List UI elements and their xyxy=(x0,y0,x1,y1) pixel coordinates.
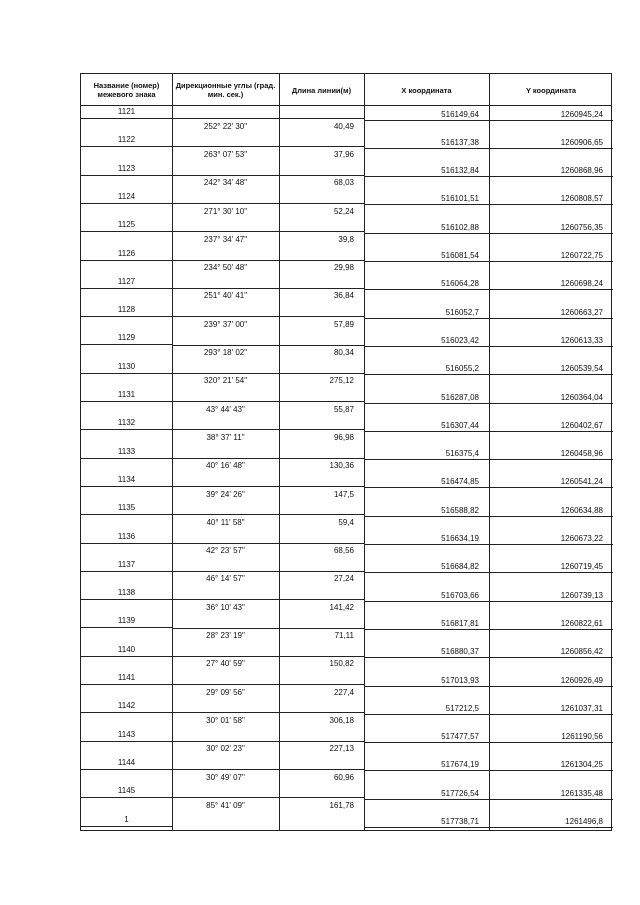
header-mark: Название (номер) межевого знака xyxy=(93,81,160,99)
mark-number: 1138 xyxy=(117,588,136,598)
row-rule xyxy=(81,316,172,317)
x-coordinate: 516064,28 xyxy=(441,279,479,289)
row-rule xyxy=(364,374,613,375)
line-length: 80,34 xyxy=(333,348,354,358)
row-rule xyxy=(364,714,613,715)
row-rule xyxy=(81,797,172,798)
y-coordinate: 1260926,49 xyxy=(560,675,603,685)
row-rule xyxy=(81,118,172,119)
mark-number: 1144 xyxy=(117,757,136,767)
x-coordinate: 517477,57 xyxy=(441,732,479,742)
line-length: 40,49 xyxy=(333,121,354,131)
row-rule xyxy=(172,458,364,459)
direction-angle: 30° 02' 23" xyxy=(206,744,245,754)
y-coordinate: 1260541,24 xyxy=(560,477,603,487)
mark-number: 1139 xyxy=(117,616,136,626)
y-coordinate: 1260756,35 xyxy=(560,222,603,232)
y-coordinate: 1260634,88 xyxy=(560,505,603,515)
mark-number: 1136 xyxy=(117,531,136,541)
y-coordinate: 1260364,04 xyxy=(560,392,603,402)
row-rule xyxy=(81,769,172,770)
row-rule xyxy=(172,797,364,798)
x-coordinate: 516588,82 xyxy=(441,505,479,515)
x-coordinate: 517738,71 xyxy=(441,817,479,826)
row-rule xyxy=(364,516,613,517)
mark-number: 1122 xyxy=(117,135,136,145)
row-rule xyxy=(172,656,364,657)
x-coordinate: 517013,93 xyxy=(441,675,479,685)
mark-number: 1133 xyxy=(117,446,136,456)
line-length: 141,42 xyxy=(329,602,354,612)
line-length: 29,98 xyxy=(333,263,354,273)
x-coordinate: 516703,66 xyxy=(441,590,479,600)
row-rule xyxy=(364,148,613,149)
line-length: 150,82 xyxy=(329,659,354,669)
mark-number: 1145 xyxy=(117,786,136,796)
x-coordinate: 516055,2 xyxy=(445,364,479,374)
mark-number: 1143 xyxy=(117,729,136,739)
x-coordinate: 516474,85 xyxy=(441,477,479,487)
y-coordinate: 1261335,48 xyxy=(560,788,603,798)
direction-angle: 252° 22' 30" xyxy=(203,121,248,131)
direction-angle: 42° 23' 57" xyxy=(206,546,245,556)
row-rule xyxy=(81,741,172,742)
y-coordinate: 1260945,24 xyxy=(560,109,603,119)
mark-number: 1129 xyxy=(117,333,136,343)
direction-angle: 39° 24' 26" xyxy=(206,489,245,499)
direction-angle: 263° 07' 53" xyxy=(203,149,248,159)
direction-angle: 40° 11' 58" xyxy=(206,517,245,527)
row-rule xyxy=(172,345,364,346)
row-rule xyxy=(81,344,172,345)
row-rule xyxy=(364,601,613,602)
x-coordinate: 516307,44 xyxy=(441,420,479,430)
row-rule xyxy=(364,487,613,488)
row-rule xyxy=(172,146,364,147)
y-coordinate: 1260808,57 xyxy=(560,194,603,204)
y-coordinate: 1261190,56 xyxy=(561,732,603,742)
row-rule xyxy=(81,486,172,487)
mark-number: 1126 xyxy=(117,248,136,258)
y-coordinate: 1261304,25 xyxy=(560,760,603,770)
y-coordinate: 1260722,75 xyxy=(560,251,603,260)
y-coordinate: 1260539,54 xyxy=(560,364,603,374)
row-rule xyxy=(172,543,364,544)
direction-angle: 251° 40' 41" xyxy=(203,291,248,301)
direction-angle: 85° 41' 09" xyxy=(206,800,245,810)
row-rule xyxy=(81,543,172,544)
line-length: 306,18 xyxy=(329,715,354,725)
line-length: 57,89 xyxy=(333,319,354,329)
row-rule xyxy=(364,544,613,545)
direction-angle: 28° 23' 19" xyxy=(206,631,245,641)
y-coordinate: 1260906,65 xyxy=(560,137,603,147)
row-rule xyxy=(172,231,364,232)
row-rule xyxy=(364,629,613,630)
row-rule xyxy=(81,514,172,515)
row-rule xyxy=(364,176,613,177)
line-length: 68,56 xyxy=(333,546,354,556)
row-rule xyxy=(364,799,613,800)
y-coordinate: 1260698,24 xyxy=(560,279,603,289)
line-length: 27,24 xyxy=(333,574,354,584)
x-coordinate: 516684,82 xyxy=(441,562,479,572)
row-rule xyxy=(172,373,364,374)
row-rule xyxy=(81,684,172,685)
line-length: 227,13 xyxy=(329,744,354,754)
line-length: 37,96 xyxy=(333,149,354,159)
row-rule xyxy=(364,572,613,573)
mark-number: 1140 xyxy=(117,644,136,654)
x-coordinate: 517674,19 xyxy=(441,760,479,770)
row-rule xyxy=(81,260,172,261)
row-rule xyxy=(81,599,172,600)
line-length: 161,78 xyxy=(329,800,354,810)
mark-number: 1141 xyxy=(117,673,136,682)
x-coordinate: 516149,64 xyxy=(441,109,479,119)
coordinates-table xyxy=(80,73,612,831)
row-rule xyxy=(172,628,364,629)
row-rule xyxy=(172,741,364,742)
row-rule xyxy=(364,770,613,771)
mark-number: 1128 xyxy=(117,305,136,315)
line-length: 96,98 xyxy=(333,432,354,442)
row-rule xyxy=(81,712,172,713)
x-coordinate: 516137,38 xyxy=(441,137,479,147)
row-rule xyxy=(172,684,364,685)
mark-number: 1135 xyxy=(117,503,136,513)
row-rule xyxy=(172,486,364,487)
row-rule xyxy=(81,203,172,204)
row-rule xyxy=(364,289,613,290)
x-coordinate: 517212,5 xyxy=(445,703,479,713)
row-rule xyxy=(172,260,364,261)
x-coordinate: 516132,84 xyxy=(441,166,479,176)
row-rule xyxy=(364,459,613,460)
line-length: 39,8 xyxy=(338,234,354,244)
row-rule xyxy=(81,231,172,232)
line-length: 60,96 xyxy=(333,772,354,782)
y-coordinate: 1260673,22 xyxy=(560,534,603,543)
direction-angle: 239° 37' 00" xyxy=(203,319,248,329)
mark-number: 1127 xyxy=(117,276,136,286)
direction-angle: 234° 50' 48" xyxy=(203,263,248,273)
y-coordinate: 1260719,45 xyxy=(560,562,603,572)
line-length: 275,12 xyxy=(329,376,354,386)
row-rule xyxy=(81,571,172,572)
row-rule xyxy=(364,233,613,234)
row-rule xyxy=(172,514,364,515)
y-coordinate: 1260868,96 xyxy=(560,166,603,176)
x-coordinate: 516287,08 xyxy=(441,392,479,402)
x-coordinate: 516052,7 xyxy=(445,307,479,317)
row-rule xyxy=(172,316,364,317)
row-rule xyxy=(172,288,364,289)
direction-angle: 293° 18' 02" xyxy=(203,348,248,358)
x-coordinate: 517726,54 xyxy=(441,788,479,798)
row-rule xyxy=(81,288,172,289)
x-coordinate: 516817,81 xyxy=(441,618,479,628)
row-rule xyxy=(364,657,613,658)
row-rule xyxy=(81,458,172,459)
y-coordinate: 1260663,27 xyxy=(560,307,603,317)
row-rule xyxy=(364,261,613,262)
row-rule xyxy=(172,118,364,119)
line-length: 52,24 xyxy=(333,206,354,216)
x-coordinate: 516101,51 xyxy=(441,194,479,204)
header-length: Длина линии(м) xyxy=(291,85,352,95)
line-length: 147,5 xyxy=(333,489,354,499)
y-coordinate: 1260739,13 xyxy=(560,590,603,600)
line-length: 130,36 xyxy=(329,461,354,471)
row-rule xyxy=(364,686,613,687)
row-rule xyxy=(364,120,613,121)
row-rule xyxy=(364,346,613,347)
mark-number: 1125 xyxy=(117,220,136,230)
y-coordinate: 1260402,67 xyxy=(560,420,603,430)
row-rule xyxy=(81,429,172,430)
row-rule xyxy=(172,203,364,204)
mark-number: 1131 xyxy=(117,390,136,399)
row-rule xyxy=(364,742,613,743)
row-rule xyxy=(172,429,364,430)
row-rule xyxy=(172,571,364,572)
mark-number: 1137 xyxy=(117,559,136,569)
direction-angle: 46° 14' 57" xyxy=(206,574,245,584)
mark-number: 1130 xyxy=(117,361,136,371)
line-length: 36,84 xyxy=(333,291,354,301)
x-coordinate: 516880,37 xyxy=(441,647,479,657)
direction-angle: 43° 44' 43" xyxy=(206,404,245,414)
mark-number: 1121 xyxy=(117,107,136,116)
row-rule xyxy=(81,656,172,657)
mark-number: 1123 xyxy=(117,163,136,173)
x-coordinate: 516102,88 xyxy=(441,222,479,232)
x-coordinate: 516634,19 xyxy=(441,534,479,543)
line-length: 227,4 xyxy=(333,687,354,697)
header-y: Y координата xyxy=(525,85,577,95)
y-coordinate: 1261037,31 xyxy=(560,703,603,713)
direction-angle: 242° 34' 48" xyxy=(203,178,248,188)
row-rule xyxy=(81,175,172,176)
row-rule xyxy=(172,712,364,713)
row-rule xyxy=(364,431,613,432)
mark-number: 1142 xyxy=(117,701,136,711)
header-x: X координата xyxy=(401,85,452,95)
mark-number: 1 xyxy=(124,814,129,824)
header-angle: Дирекционные углы (град. мин. сек.) xyxy=(175,81,276,99)
row-rule xyxy=(172,599,364,600)
row-rule xyxy=(81,401,172,402)
y-coordinate: 1260856,42 xyxy=(560,647,603,657)
y-coordinate: 1260613,33 xyxy=(560,335,603,345)
line-length: 55,87 xyxy=(333,404,354,414)
table-header xyxy=(81,74,611,106)
direction-angle: 27° 40' 59" xyxy=(206,659,245,669)
direction-angle: 30° 01' 58" xyxy=(206,715,245,725)
line-length: 71,11 xyxy=(334,631,354,641)
row-rule xyxy=(172,769,364,770)
row-rule xyxy=(81,826,172,827)
direction-angle: 36° 10' 43" xyxy=(206,602,245,612)
row-rule xyxy=(81,373,172,374)
line-length: 68,03 xyxy=(333,178,354,188)
y-coordinate: 1260458,96 xyxy=(560,449,603,459)
mark-number: 1124 xyxy=(117,191,136,201)
direction-angle: 237° 34' 47" xyxy=(203,234,248,244)
direction-angle: 30° 49' 07" xyxy=(206,772,245,782)
mark-number: 1134 xyxy=(117,474,136,484)
y-coordinate: 1261496,8 xyxy=(565,817,603,826)
direction-angle: 38° 37' 11" xyxy=(206,432,245,442)
row-rule xyxy=(172,401,364,402)
row-rule xyxy=(364,827,613,828)
x-coordinate: 516375,4 xyxy=(445,449,479,459)
row-rule xyxy=(172,175,364,176)
row-rule xyxy=(364,204,613,205)
direction-angle: 40° 16' 48" xyxy=(206,461,245,471)
x-coordinate: 516081,54 xyxy=(441,251,479,260)
row-rule xyxy=(364,403,613,404)
x-coordinate: 516023,42 xyxy=(441,335,479,345)
direction-angle: 271° 30' 10" xyxy=(203,206,248,216)
row-rule xyxy=(81,627,172,628)
row-rule xyxy=(364,318,613,319)
row-rule xyxy=(81,146,172,147)
line-length: 59,4 xyxy=(338,517,354,527)
y-coordinate: 1260822,61 xyxy=(560,618,603,628)
direction-angle: 320° 21' 54" xyxy=(203,376,248,386)
direction-angle: 29° 09' 56" xyxy=(206,687,245,697)
mark-number: 1132 xyxy=(117,418,136,428)
